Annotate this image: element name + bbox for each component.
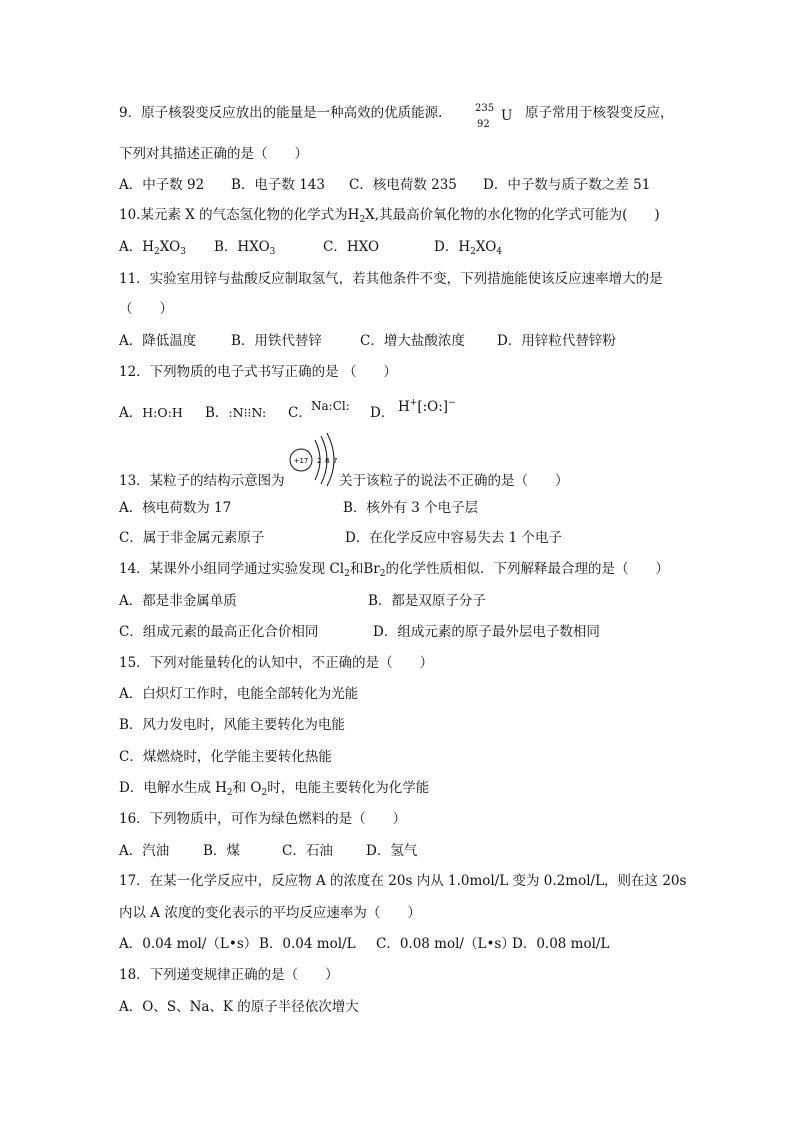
q10-stem-a: 10.某元素 X 的气态氢化物的化学式为H <box>119 207 360 223</box>
q9-option-c: C．核电荷数 235 <box>349 177 457 193</box>
q15-option-c: C．煤燃烧时，化学能主要转化热能 <box>119 749 332 765</box>
q18-stem: 18．下列递变规律正确的是（ ） <box>119 967 339 983</box>
q17-stem-a: 17．在某一化学反应中，反应物 A 的浓度在 20s 内从 1.0mol/L 变为 0.2mol/L，则在这 20s <box>119 873 687 889</box>
q16-option-a: A．汽油 <box>119 843 170 859</box>
q16-stem: 16．下列物质中，可作为绿色燃料的是（ ） <box>119 811 407 827</box>
q10-option-b: B．$HXO_3$ <box>214 239 276 257</box>
q11-option-d: D．用锌粒代替锌粉 <box>497 333 616 349</box>
q16-option-b: B．煤 <box>203 843 240 859</box>
q17-option-d: D．0.08 mol/L <box>512 936 610 952</box>
q12-option-b: B．:N⁝⁝N: <box>205 405 267 421</box>
q9-nuclide-mass: 235 <box>475 103 495 114</box>
q17-option-c: C．0.08 mol/（L•s） <box>376 936 515 952</box>
q16-option-d: D．氢气 <box>366 843 418 859</box>
q9-option-b: B．电子数 143 <box>231 177 325 193</box>
q10-option-a: A．$H_2XO_3$ <box>119 239 186 257</box>
q11-paren: （ ） <box>119 301 173 317</box>
q12-formula-b: :N⁝⁝N: <box>228 405 267 420</box>
q10-option-d: D．$H_2XO_4$ <box>434 239 503 257</box>
q11-option-c: C．增大盐酸浓度 <box>360 333 465 349</box>
q14-option-a: A．都是非金属单质 <box>119 593 237 609</box>
q13-shell-1: 2 <box>317 457 322 465</box>
q17-option-a: A．0.04 mol/（L•s） <box>119 936 258 952</box>
q13-nucleus-charge: +17 <box>293 457 309 465</box>
q12-formula-d: H+[:O:]− <box>398 398 456 415</box>
q12-stem: 12．下列物质的电子式书写正确的是 （ ） <box>119 364 397 380</box>
q15-option-a: A．白炽灯工作时，电能全部转化为光能 <box>119 686 359 702</box>
q14-option-d: D．组成元素的原子最外层电子数相同 <box>373 624 600 640</box>
q12-formula-c: Na:Cl: <box>311 399 350 413</box>
q11-option-a: A．降低温度 <box>119 333 197 349</box>
q13-shell-3: 7 <box>333 457 338 465</box>
q16-option-c: C．石油 <box>282 843 333 859</box>
q17-option-b: B．0.04 mol/L <box>259 936 356 952</box>
q9-nuclide-symbol <box>475 103 515 139</box>
q14-option-b: B．都是双原子分子 <box>368 593 486 609</box>
q13-option-a: A．核电荷数为 17 <box>119 500 232 516</box>
q9-stem-c: 下列对其描述正确的是（ ） <box>119 146 308 162</box>
q18-option-a: A．O、S、Na、K 的原子半径依次增大 <box>119 999 359 1015</box>
q14-option-c: C．组成元素的最高正化合价相同 <box>119 624 319 640</box>
q17-stem-b: 内以 A 浓度的变化表示的平均反应速率为（ ） <box>119 905 421 921</box>
q10-stem-sub: 2 <box>359 215 366 225</box>
q12-option-a: A．H:O:H <box>119 405 183 421</box>
q9-stem-b: 原子常用于核裂变反应， <box>525 105 674 121</box>
q11-stem: 11．实验室用锌与盐酸反应制取氢气，若其他条件不变，下列措施能使该反应速率增大的是 <box>119 271 663 287</box>
q11-option-b: B．用铁代替锌 <box>231 333 322 349</box>
q10-stem <box>119 206 660 224</box>
q9-nuclide-number: 92 <box>477 119 490 130</box>
q15-stem: 15．下列对能量转化的认知中，不正确的是（ ） <box>119 655 434 671</box>
q9-option-d: D．中子数与质子数之差 51 <box>483 177 651 193</box>
q10-option-c: C．HXO <box>323 239 380 255</box>
q9-option-a: A．中子数 92 <box>119 177 205 193</box>
q13-option-b: B．核外有 3 个电子层 <box>343 500 479 516</box>
q13-stem-b: 关于该粒子的说法不正确的是（ ） <box>339 473 569 489</box>
q15-option-b: B．风力发电时，风能主要转化为电能 <box>119 717 345 733</box>
q12-option-d-label: D． <box>370 405 395 421</box>
q13-option-d: D．在化学反应中容易失去 1 个电子 <box>345 530 562 546</box>
q12-option-c-label: C． <box>288 405 312 421</box>
q12-formula-a: H:O:H <box>142 405 183 420</box>
q9-nuclide-element: U <box>501 108 513 124</box>
q9-stem-a: 9．原子核裂变反应放出的能量是一种高效的优质能源． <box>119 105 452 121</box>
q13-option-c: C．属于非金属元素原子 <box>119 530 265 546</box>
q14-stem: 14．某课外小组同学通过实验发现 $Cl_2$和$Br_2$的化学性质相似．下列解释最合理的是（ ） <box>119 561 669 579</box>
q10-stem-b: X,其最高价氧化物的水化物的化学式可能为( ) <box>365 207 660 223</box>
q13-stem-a: 13．某粒子的结构示意图为 <box>119 473 285 489</box>
q15-option-d: D．电解水生成 $H_2$和 $O_2$时，电能主要转化为化学能 <box>119 780 430 798</box>
q13-shell-2: 8 <box>325 457 330 465</box>
